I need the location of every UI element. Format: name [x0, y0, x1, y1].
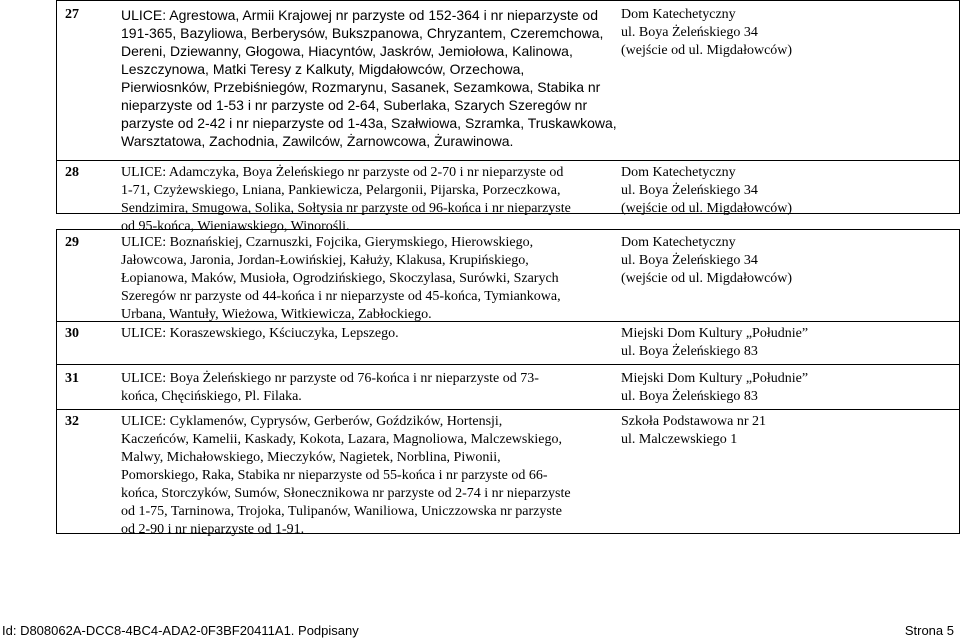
polling-station: [621, 234, 960, 288]
street-list: [121, 164, 616, 236]
street-list: [121, 234, 616, 324]
street-line: Szeregów nr parzyste od 44-końca i nr nieparzyste od 45-końca, Tymiankowa,: [121, 289, 561, 304]
street-list: [121, 325, 616, 343]
street-line: ULICE: Agrestowa, Armii Krajowej nr parzyste od 152-364 i nr nieparzyste od: [121, 7, 599, 23]
place-line: Dom Katechetyczny: [621, 235, 736, 250]
polling-station: [621, 164, 960, 218]
street-line: nieparzyste od 1-53 i nr parzyste od 2-64, Suberlaka, Szarych Szeregów nr: [121, 97, 588, 113]
place-line: ul. Boya Żeleńskiego 34: [621, 25, 758, 40]
street-line: ULICE: Adamczyka, Boya Żeleńskiego nr parzyste od 2-70 i nr nieparzyste od: [121, 165, 564, 180]
street-line: 1-71, Czyżewskiego, Lniana, Pankiewicza, Pelargonii, Pijarska, Porzeczkowa,: [121, 183, 561, 198]
place-line: ul. Boya Żeleńskiego 83: [621, 344, 758, 359]
polling-station: [621, 413, 960, 449]
place-line: Miejski Dom Kultury „Południe”: [621, 371, 809, 386]
street-line: od 95-końca, Wieniawskiego, Winorośli.: [121, 219, 350, 234]
place-line: Miejski Dom Kultury „Południe”: [621, 326, 809, 341]
street-line: Jałowcowa, Jaronia, Jordan-Łowińskiej, Kałuży, Klakusa, Krupińskiego,: [121, 253, 529, 268]
street-line: ULICE: Boznańskiej, Czarnuszki, Fojcika, Gierymskiego, Hierowskiego,: [121, 235, 534, 250]
street-line: ULICE: Cyklamenów, Cyprysów, Gerberów, Goździków, Hortensji,: [121, 414, 503, 429]
street-line: parzyste od 2-42 i nr nieparzyste od 1-43a, Szałwiowa, Szramka, Truskawkowa,: [121, 115, 617, 131]
street-list: [121, 6, 616, 150]
row-number: 32: [65, 414, 79, 429]
place-line: ul. Boya Żeleńskiego 34: [621, 183, 758, 198]
polling-station: [621, 6, 960, 60]
street-line: Pomorskiego, Raka, Stabika nr nieparzyste od 55-końca i nr parzyste od 66-: [121, 468, 548, 483]
street-line: 191-365, Bazyliowa, Berberysów, Bukszpanowa, Chryzantem, Czeremchowa,: [121, 25, 604, 41]
place-line: ul. Malczewskiego 1: [621, 432, 738, 447]
place-line: ul. Boya Żeleńskiego 83: [621, 389, 758, 404]
row-number: 30: [65, 326, 79, 341]
street-line: końca, Chęcińskiego, Pl. Filaka.: [121, 389, 302, 404]
place-line: Szkoła Podstawowa nr 21: [621, 414, 767, 429]
table-top-border: [56, 0, 960, 1]
row-number: 27: [65, 7, 79, 22]
street-line: Dereni, Dziewanny, Głogowa, Hiacyntów, Jaskrów, Jemiołowa, Kalinowa,: [121, 43, 573, 59]
polling-station: [621, 325, 960, 361]
street-line: Malwy, Michałowskiego, Mieczyków, Nagietek, Norblina, Piwonii,: [121, 450, 501, 465]
place-line: (wejście od ul. Migdałowców): [621, 43, 793, 58]
street-list: [121, 370, 616, 406]
street-line: od 2-90 i nr nieparzyste od 1-91.: [121, 522, 305, 537]
street-line: Sendzimira, Smugowa, Solika, Sołtysia nr parzyste od 96-końca i nr nieparzyste: [121, 201, 571, 216]
street-line: Urbana, Wantuły, Wieżowa, Witkiewicza, Zabłockiego.: [121, 307, 432, 322]
place-line: (wejście od ul. Migdałowców): [621, 271, 793, 286]
place-line: (wejście od ul. Migdałowców): [621, 201, 793, 216]
table-bottom-border: [56, 364, 960, 365]
street-line: Pierwiosnków, Przebiśniegów, Rozmarynu, Sasanek, Sezamkowa, Stabika nr: [121, 79, 601, 95]
row-separator: [56, 160, 960, 161]
place-line: ul. Boya Żeleńskiego 34: [621, 253, 758, 268]
polling-station: [621, 370, 960, 406]
street-line: od 1-75, Tarninowa, Trojoka, Tulipanów, Waniliowa, Uniczzowska nr parzyste: [121, 504, 562, 519]
street-line: Warsztatowa, Zachodnia, Zawilców, Żarnowcowa, Żurawinowa.: [121, 133, 514, 149]
street-line: Leszczynowa, Matki Teresy z Kalkuty, Migdałowców, Orzechowa,: [121, 61, 525, 77]
street-line: końca, Storczyków, Sumów, Słonecznikowa nr parzyste od 2-74 i nr nieparzyste: [121, 486, 571, 501]
street-line: ULICE: Boya Żeleńskiego nr parzyste od 76-końca i nr nieparzyste od 73-: [121, 371, 539, 386]
column-border: [56, 229, 57, 533]
row-number: 31: [65, 371, 79, 386]
document-id: Id: D808062A-DCC8-4BC4-ADA2-0F3BF20411A1. Podpisany: [2, 623, 359, 638]
street-line: Kaczeńców, Kamelii, Kaskady, Kokota, Lazara, Magnoliowa, Malczewskiego,: [121, 432, 562, 447]
column-border: [56, 0, 57, 213]
street-list: [121, 413, 616, 539]
page-number: Strona 5: [904, 623, 954, 638]
row-number: 29: [65, 235, 79, 250]
row-number: 28: [65, 165, 79, 180]
place-line: Dom Katechetyczny: [621, 165, 736, 180]
street-line: Łopianowa, Maków, Musioła, Ogrodzińskiego, Skoczylasa, Surówki, Szarych: [121, 271, 559, 286]
row-separator: [56, 409, 960, 410]
place-line: Dom Katechetyczny: [621, 7, 736, 22]
street-line: ULICE: Koraszewskiego, Kściuczyka, Lepszego.: [121, 326, 399, 341]
